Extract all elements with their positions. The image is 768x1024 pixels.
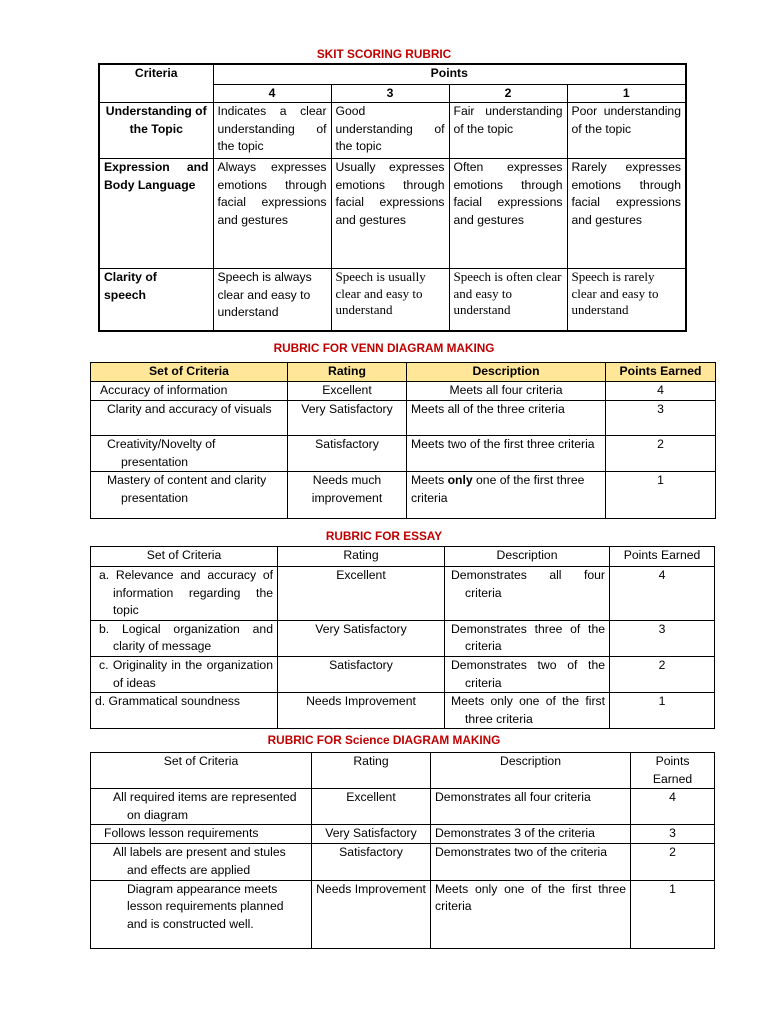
- table-row: [91, 789, 715, 825]
- criteria-cell: Accuracy of information: [91, 382, 288, 401]
- description-cell: Meets two of the first three criteria: [407, 436, 606, 472]
- points-cell: 4: [610, 567, 715, 621]
- column-header: Description: [445, 547, 610, 567]
- table-row: [91, 656, 715, 692]
- column-header: Set of Criteria: [91, 753, 312, 789]
- science-rubric-table: [90, 752, 715, 949]
- column-header: Points Earned: [610, 547, 715, 567]
- rating-cell: Satisfactory: [312, 844, 431, 880]
- description-cell: Meets all of the three criteria: [407, 401, 606, 436]
- points-cell: 3: [606, 401, 716, 436]
- description-text: Meets: [411, 473, 448, 488]
- points-cell: 2: [631, 844, 715, 880]
- rubric-cell: Speech is rarely clear and easy to understand: [567, 269, 686, 331]
- description-cell: Demonstrates two of the criteria: [445, 656, 610, 692]
- skit-rubric-title: SKIT SCORING RUBRIC: [316, 47, 452, 61]
- criteria-cell: a. Relevance and accuracy of information regarding the topic: [91, 567, 278, 621]
- description-cell: Meets only one of the first three criteria: [431, 880, 631, 948]
- rubric-cell: Poor understanding of the topic: [567, 103, 686, 159]
- rubric-cell: Often expresses emotions through facial expressions and gestures: [449, 159, 567, 269]
- points-cell: 2: [606, 436, 716, 472]
- table-row: [91, 693, 715, 729]
- essay-rubric-title: RUBRIC FOR ESSAY: [325, 529, 443, 543]
- table-row: [91, 567, 715, 621]
- description-cell: Meets only one of the first three criteria: [445, 693, 610, 729]
- rubric-cell: Indicates a clear understanding of the topic: [213, 103, 331, 159]
- essay-rubric-table: [90, 546, 715, 729]
- column-header: Description: [431, 753, 631, 789]
- rating-cell: Very Satisfactory: [288, 401, 407, 436]
- criteria-cell: Expression and Body Language: [99, 159, 213, 269]
- rubric-cell: Fair understanding of the topic: [449, 103, 567, 159]
- point-level-4: 4: [213, 84, 331, 103]
- points-cell: 3: [631, 825, 715, 844]
- criteria-cell: Mastery of content and clarity presentation: [91, 472, 288, 519]
- science-rubric-title: RUBRIC FOR Science DIAGRAM MAKING: [267, 733, 501, 747]
- rubric-cell: Speech is always clear and easy to understand: [213, 269, 331, 331]
- rating-cell: Very Satisfactory: [312, 825, 431, 844]
- criteria-cell: All labels are present and stules and effects are applied: [91, 844, 312, 880]
- rating-cell: Very Satisfactory: [278, 620, 445, 656]
- rubric-cell: Speech is often clear and easy to understand: [449, 269, 567, 331]
- rating-cell: Excellent: [288, 382, 407, 401]
- table-row: [99, 103, 686, 159]
- points-cell: 2: [610, 656, 715, 692]
- rating-cell: Needs Improvement: [278, 693, 445, 729]
- venn-rubric-title: RUBRIC FOR VENN DIAGRAM MAKING: [273, 341, 495, 355]
- point-level-1: 1: [567, 84, 686, 103]
- column-header: Set of Criteria: [91, 547, 278, 567]
- venn-rubric-table: [90, 362, 716, 519]
- criteria-cell: Follows lesson requirements: [91, 825, 312, 844]
- rating-cell: Satisfactory: [278, 656, 445, 692]
- description-cell: Demonstrates 3 of the criteria: [431, 825, 631, 844]
- rating-cell: Excellent: [278, 567, 445, 621]
- rubric-cell: Good understanding of the topic: [331, 103, 449, 159]
- points-header: Points: [213, 64, 686, 84]
- description-cell: Demonstrates all four criteria: [445, 567, 610, 621]
- description-cell: Demonstrates two of the criteria: [431, 844, 631, 880]
- emphasis-text: only: [447, 473, 473, 488]
- description-cell: Demonstrates three of the criteria: [445, 620, 610, 656]
- description-cell: [407, 472, 606, 519]
- table-row: [99, 269, 686, 331]
- rating-cell: Needs much improvement: [288, 472, 407, 519]
- table-row: [91, 880, 715, 948]
- description-text: one of the first three criteria: [411, 473, 585, 505]
- rubric-cell: Usually expresses emotions through facial expressions and gestures: [331, 159, 449, 269]
- table-row: [91, 401, 716, 436]
- table-row: [91, 382, 716, 401]
- rubric-cell: Rarely expresses emotions through facial expressions and gestures: [567, 159, 686, 269]
- description-cell: Demonstrates all four criteria: [431, 789, 631, 825]
- rubric-cell: Always expresses emotions through facial expressions and gestures: [213, 159, 331, 269]
- rating-cell: Excellent: [312, 789, 431, 825]
- points-cell: 4: [606, 382, 716, 401]
- table-row: [91, 825, 715, 844]
- criteria-cell: All required items are represented on diagram: [91, 789, 312, 825]
- criteria-cell: Diagram appearance meets lesson requirements planned and is constructed well.: [91, 880, 312, 948]
- rating-cell: Needs Improvement: [312, 880, 431, 948]
- column-header: Rating: [288, 363, 407, 382]
- criteria-cell: Clarity of speech: [99, 269, 213, 331]
- rubric-cell: Speech is usually clear and easy to understand: [331, 269, 449, 331]
- criteria-cell: Understanding of the Topic: [99, 103, 213, 159]
- table-row: [99, 159, 686, 269]
- points-cell: 3: [610, 620, 715, 656]
- column-header: Set of Criteria: [91, 363, 288, 382]
- points-cell: 1: [606, 472, 716, 519]
- table-row: [91, 472, 716, 519]
- criteria-cell: Creativity/Novelty of presentation: [91, 436, 288, 472]
- column-header: Points Earned: [631, 753, 715, 789]
- criteria-cell: d. Grammatical soundness: [91, 693, 278, 729]
- criteria-header: Criteria: [99, 64, 213, 103]
- point-level-2: 2: [449, 84, 567, 103]
- column-header: Points Earned: [606, 363, 716, 382]
- table-row: [91, 436, 716, 472]
- description-cell: Meets all four criteria: [407, 382, 606, 401]
- criteria-cell: c. Originality in the organization of ideas: [91, 656, 278, 692]
- table-row: [91, 620, 715, 656]
- point-level-3: 3: [331, 84, 449, 103]
- table-row: [91, 844, 715, 880]
- points-cell: 1: [610, 693, 715, 729]
- criteria-cell: b. Logical organization and clarity of message: [91, 620, 278, 656]
- column-header: Rating: [278, 547, 445, 567]
- column-header: Rating: [312, 753, 431, 789]
- column-header: Description: [407, 363, 606, 382]
- points-cell: 4: [631, 789, 715, 825]
- criteria-cell: Clarity and accuracy of visuals: [91, 401, 288, 436]
- points-cell: 1: [631, 880, 715, 948]
- rating-cell: Satisfactory: [288, 436, 407, 472]
- skit-rubric-table: [98, 63, 687, 332]
